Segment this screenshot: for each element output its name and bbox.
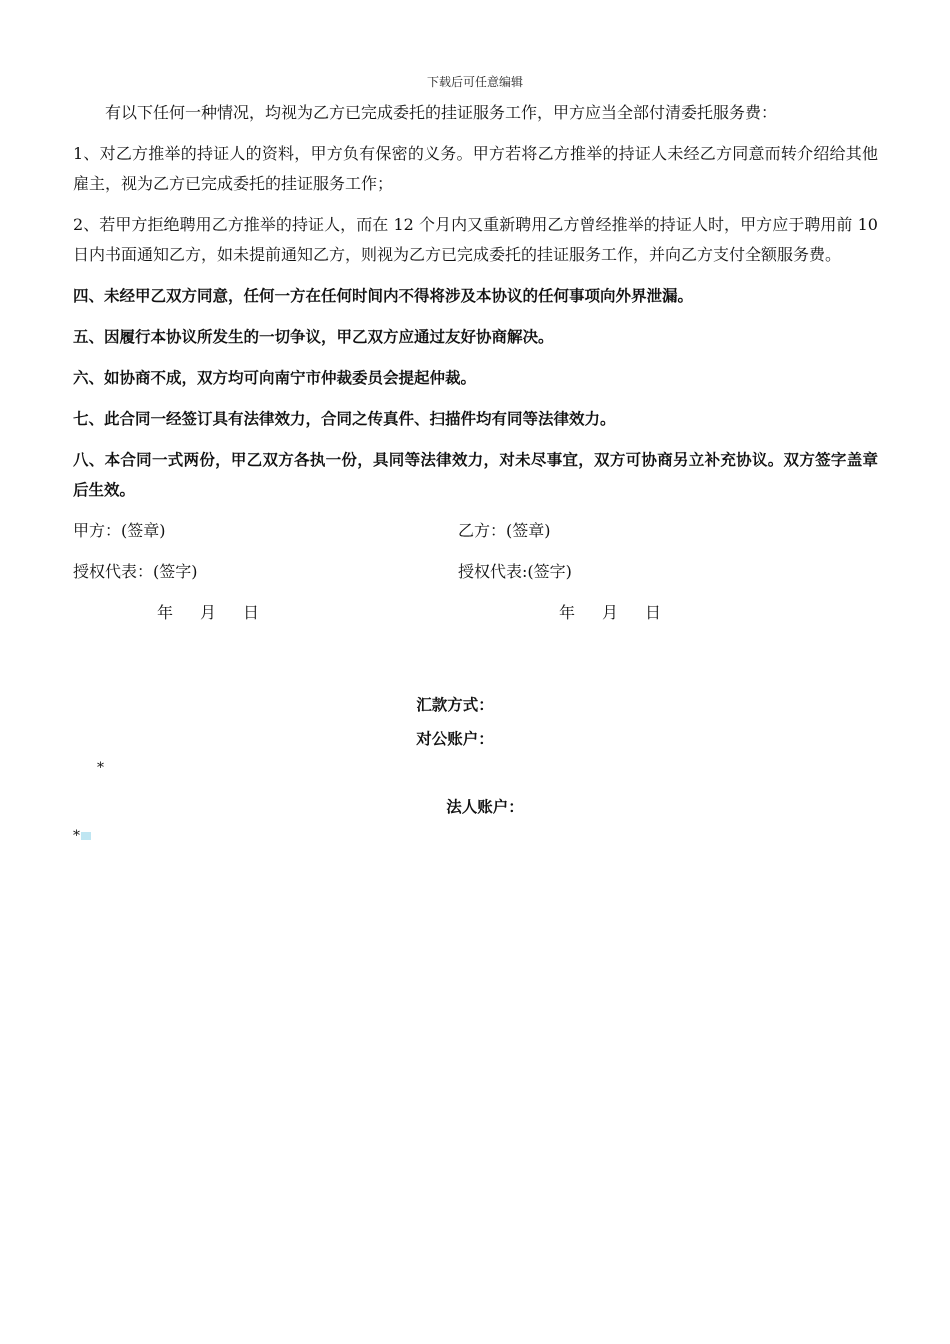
date-year-b: 年 [559, 603, 576, 622]
paragraph-item-1: 1、对乙方推举的持证人的资料，甲方负有保密的义务。甲方若将乙方推举的持证人未经乙方同意而转介绍给其他雇主，视为乙方已完成委托的挂证服务工作； [73, 144, 878, 193]
text-cursor-highlight [81, 832, 91, 840]
clause-6: 六、如协商不成，双方均可向南宁市仲裁委员会提起仲裁。 [73, 369, 477, 387]
paragraph-intro: 有以下任何一种情况，均视为乙方已完成委托的挂证服务工作，甲方应当全部付清委托服务费： [105, 103, 778, 122]
corporate-account-label: 对公账户： [416, 730, 494, 748]
clause-7: 七、此合同一经签订具有法律效力，合同之传真件、扫描件均有同等法律效力。 [73, 410, 616, 428]
clause-8: 八、本合同一式两份，甲乙双方各执一份，具同等法律效力，对未尽事宜，双方可协商另立补充协议。双方签字盖章后生效。 [73, 451, 878, 499]
date-month-a: 月 [200, 603, 217, 622]
clause-5: 五、因履行本协议所发生的一切争议，甲乙双方应通过友好协商解决。 [73, 328, 554, 346]
corporate-account-marker: * [97, 760, 104, 776]
date-party-a [157, 598, 286, 628]
personal-account-marker-row [73, 828, 91, 844]
date-row [73, 598, 878, 628]
personal-account-marker: * [73, 828, 80, 844]
payment-title: 汇款方式： [416, 696, 494, 714]
signature-row-representative [73, 557, 878, 587]
rep-b-signature: 授权代表:(签字) [458, 562, 572, 581]
clause-4: 四、未经甲乙双方同意，任何一方在任何时间内不得将涉及本协议的任何事项向外界泄漏。 [73, 287, 694, 305]
date-month-b: 月 [602, 603, 619, 622]
paragraph-item-2: 2、若甲方拒绝聘用乙方推举的持证人，而在 12 个月内又重新聘用乙方曾经推举的持证人时，甲方应于聘用前 10 日内书面通知乙方，如未提前通知乙方，则视为乙方已完成委托的挂证服务工作，并向乙方支付全额服务费。 [73, 215, 878, 264]
header-note: 下载后可任意编辑 [426, 75, 523, 89]
rep-a-signature: 授权代表：(签字) [73, 562, 198, 581]
party-a-seal: 甲方：(签章) [73, 521, 166, 540]
date-day-b: 日 [645, 603, 662, 622]
personal-account-label: 法人账户： [446, 798, 524, 816]
date-year-a: 年 [157, 603, 174, 622]
date-party-b [559, 598, 688, 628]
signature-row-party [73, 516, 878, 546]
date-day-a: 日 [243, 603, 260, 622]
contract-body [73, 98, 878, 628]
party-b-seal: 乙方：(签章) [458, 521, 551, 540]
